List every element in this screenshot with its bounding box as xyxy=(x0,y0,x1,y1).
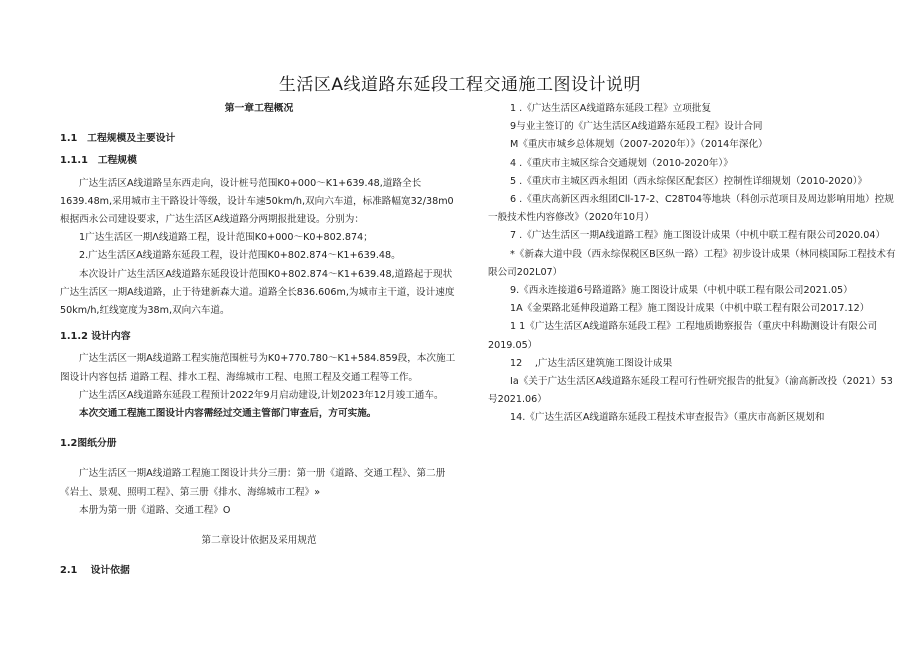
chapter-1-heading: 第一章工程概况 xyxy=(224,103,294,114)
paragraph-design-content: 广达生活区一期A线道路工程实施范围桩号为K0+770.780～K1+584.859段，本次施工图设计内容包括 道路工程、排水工程、海绵城市工程、电照工程及交通工程等工作。 xyxy=(60,353,456,383)
right-column xyxy=(488,100,896,428)
section-1-2-heading: 1.2图纸分册 xyxy=(60,438,117,450)
reference-item: 9与业主签订的《广达生活区A线道路东延段工程》设计合同 xyxy=(510,121,763,133)
reference-item: 1 .《广达生活区A线道路东延段工程》立项批复 xyxy=(510,103,712,114)
section-2-1-heading: 2.1 设计依据 xyxy=(60,565,130,577)
paragraph-phase-2: 2.广达生活区A线道路东延段工程，设计范围K0+802.874～K1+639.48。 xyxy=(79,250,401,262)
reference-item: Ia《关于广达生活区A线道路东延段工程可行性研究报告的批复》（渝高新改投（2021）53号2021.06） xyxy=(488,376,893,406)
left-column xyxy=(60,100,458,580)
reference-item: 4 .《重庆市主城区综合交通规划（2010-2020年）》 xyxy=(510,157,733,169)
section-1-1-2-heading: 1.1.2 设计内容 xyxy=(60,331,131,343)
reference-item: 1A《金栗路北延伸段道路工程》施工图设计成果（中机中联工程有限公司2017.12） xyxy=(510,303,870,315)
document-title: 生活区A线道路东延段工程交通施工图设计说明 xyxy=(278,75,642,95)
reference-item: 12 ,广达生活区建筑施工图设计成果 xyxy=(510,357,673,369)
reference-item: 5 .《重庆市主城区西永组团（西永综保区配套区）控制性详细规划（2010-2020）》 xyxy=(510,175,868,187)
reference-item: 14.《广达生活区A线道路东延段工程技术审查报告》（重庆市高新区规划和 xyxy=(510,412,825,424)
chapter-2-heading: 第二章设计依据及采用规范 xyxy=(201,535,317,547)
reference-item: *《新森大道中段（西永综保税区B区纵一路）工程》初步设计成果（林同棪国际工程技术有限公司202L07） xyxy=(488,248,896,278)
paragraph-design-range: 本次设计广达生活区A线道路东延段设计范围K0+802.874～K1+639.48,道路起于现状广达生活区一期A线道路，止于待建新森大道。道路全长836.606m,为城市主干道，设计速度50km/h,红线宽度为38m,双向六车道。 xyxy=(60,268,455,317)
paragraph-approval-note: 本次交通工程施工图设计内容需经过交通主管部门审查后，方可实施。 xyxy=(79,408,377,420)
paragraph-scale: 广达生活区A线道路呈东西走向，设计桩号范围K0+000～K1+639.48,道路全长1639.48m,采用城市主干路设计等级，设计车速50km/h,双向六车道，标准路幅宽32/38m0根据西永公司建设要求，广达生活区A线道路分两期报批建设。分别为： xyxy=(60,177,454,226)
section-1-1-heading: 1.1 工程规模及主要设计 xyxy=(60,133,176,145)
reference-item: 1 1《广达生活区A线道路东延段工程》工程地质勘察报告（重庆中科勘测设计有限公司2019.05） xyxy=(488,321,878,351)
reference-item: 9.《西永连接道6号路道路》施工图设计成果（中机中联工程有限公司2021.05） xyxy=(510,285,853,297)
reference-item: 7 .《广达生活区一期A线道路工程》施工图设计成果（中机中联工程有限公司2020.04） xyxy=(510,230,886,242)
paragraph-volumes: 广达生活区一期A线道路工程施工图设计共分三册：第一册《道路、交通工程》、第二册《岩土、景观、照明工程》、第三册《排水、海绵城市工程》» xyxy=(60,468,446,498)
paragraph-schedule: 广达生活区A线道路东延段工程预计2022年9月启动建设,计划2023年12月竣工通车。 xyxy=(79,389,444,401)
section-1-1-1-heading: 1.1.1 工程规模 xyxy=(60,155,137,167)
paragraph-phase-1: 1广达生活区一期Λ线道路工程，设计范围K0+000～K0+802.874； xyxy=(79,232,373,244)
paragraph-this-volume: 本册为第一册《道路、交通工程》O xyxy=(79,504,231,516)
reference-item: M《重庆市城乡总体规划（2007-2020年）》（2014年深化） xyxy=(510,139,768,151)
reference-item: 6 .《重庆高新区西永组团Cll-17-2、C28T04等地块（科创示范项目及周边影响用地）控规一般技术性内容修改》（2020年10月） xyxy=(488,194,894,224)
